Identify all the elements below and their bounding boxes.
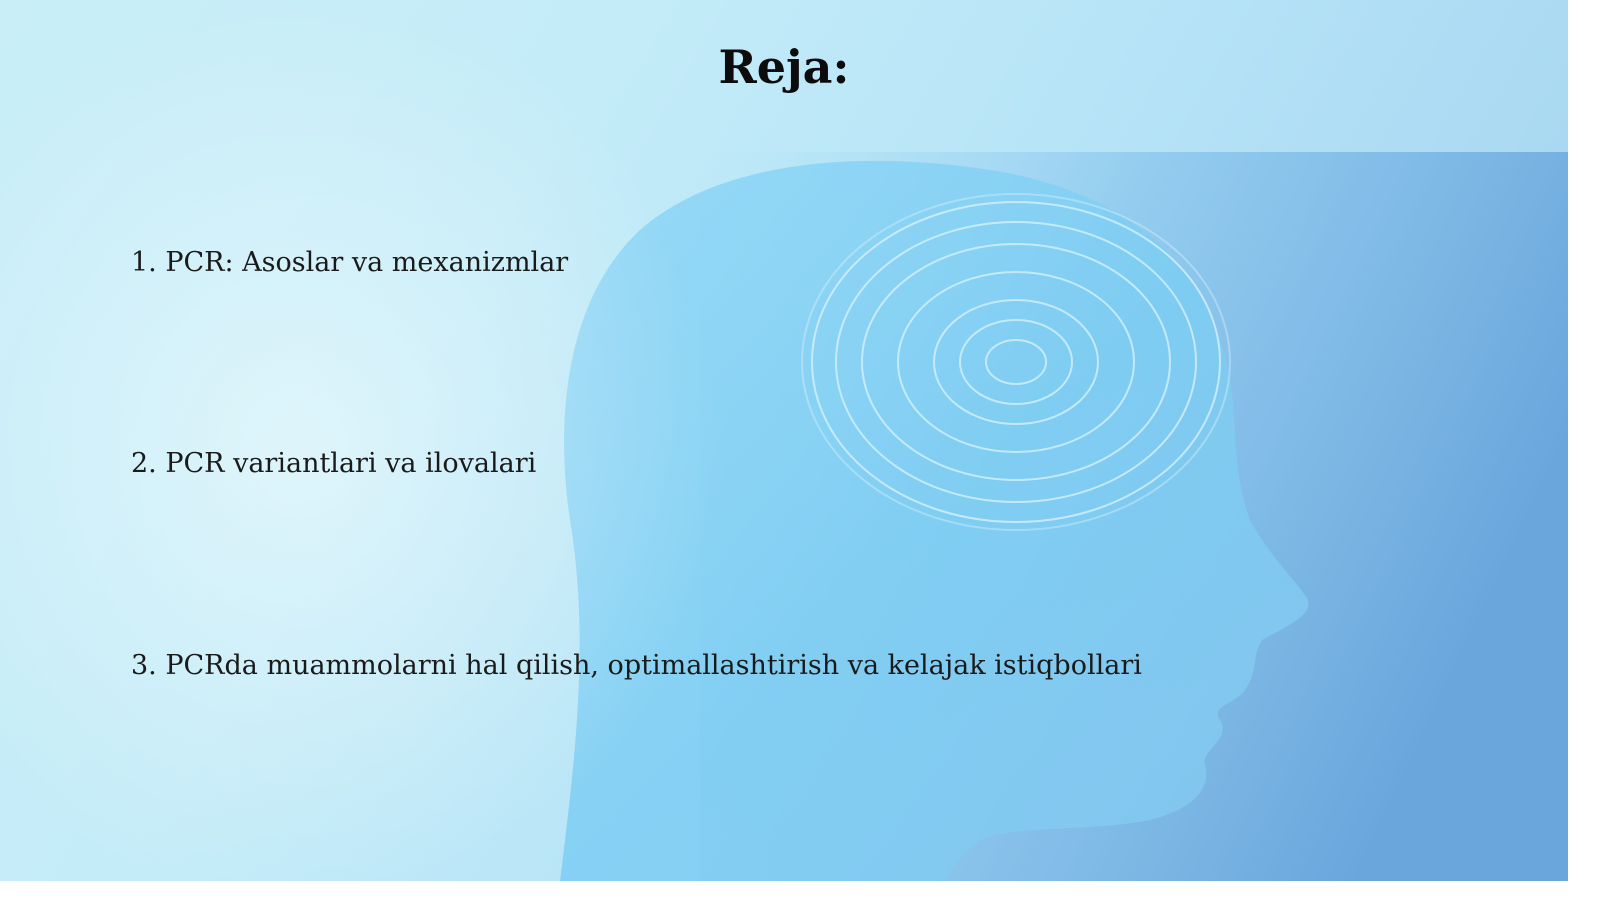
agenda-item-1: 1. PCR: Asoslar va mexanizmlar bbox=[131, 247, 569, 278]
slide-title: Reja: bbox=[718, 40, 850, 94]
agenda-item-3: 3. PCRda muammolarni hal qilish, optimallashtirish va kelajak istiqbollari bbox=[131, 650, 1142, 681]
agenda-item-2: 2. PCR variantlari va ilovalari bbox=[131, 448, 537, 479]
